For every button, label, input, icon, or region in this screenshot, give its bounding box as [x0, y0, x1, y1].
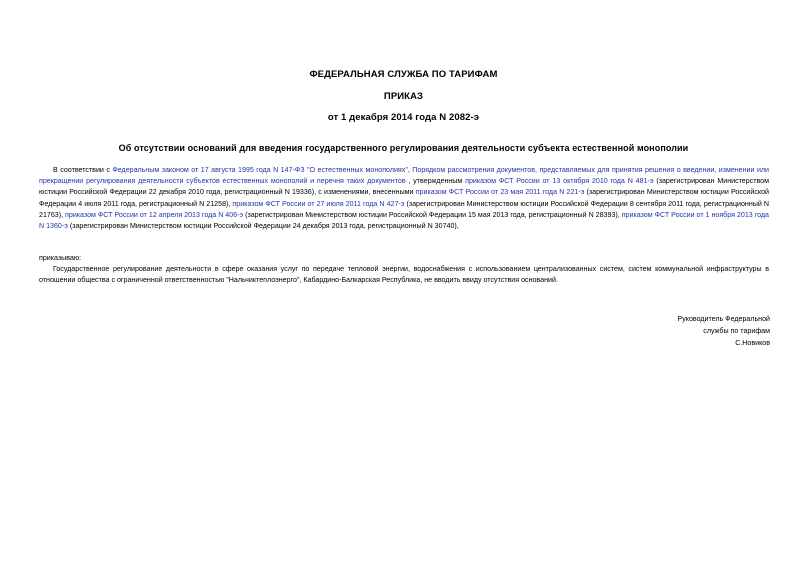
link-order-481[interactable]: приказом ФСТ России от 13 октября 2010 года N 481-э: [465, 177, 654, 186]
signatory-name: С.Новиков: [735, 339, 770, 347]
agency-heading: ФЕДЕРАЛЬНАЯ СЛУЖБА ПО ТАРИФАМ: [309, 69, 498, 80]
link-order-1360[interactable]: приказом ФСТ России от 1 ноября 2013 года N 1360-э: [39, 210, 769, 231]
link-order-427[interactable]: приказом ФСТ России от 27 июля 2011 года N 427-э: [232, 199, 405, 208]
preamble-text: ,: [407, 166, 413, 174]
preamble-text: (зарегистрирован Министерством юстиции Российской Федерации 4 июля 2011 года, регистрационный N 21258),: [39, 188, 769, 208]
order-word: приказываю:: [39, 254, 82, 262]
link-review-procedure[interactable]: Порядком рассмотрения документов, представляемых для принятия решения о введении, изменении или прекращении регулирования деятельности субъектов естественных монополий и перечня таких документов: [39, 166, 770, 186]
order-paragraph: Государственное регулирование деятельности в сфере оказания услуг по передаче тепловой энергии, водоснабжения с использованием централизованных систем, систем коммунальной инфраструктуры в отношении общества с ограниченной ответственностью "Нальчиктеплоэнерго", Кабардино-Балкарская Республика, не вводить ввиду отсутствия оснований.: [39, 265, 769, 285]
link-order-221[interactable]: приказом ФСТ России от 23 мая 2011 года N 221-э: [415, 188, 585, 197]
preamble-text: , утвержденным: [405, 177, 466, 186]
document-date-number: от 1 декабря 2014 года N 2082-э: [327, 112, 480, 123]
preamble-text: (зарегистрирован Министерством юстиции Российской Федерации 22 декабря 2010 года, регистрационный N 19336), с изменениями, внесенными: [39, 177, 769, 197]
preamble-text: (зарегистрирован Министерством юстиции Российской Федерации 8 сентября 2011 года, регистрационный N 21763),: [39, 199, 770, 219]
signature-position-line1: Руководитель Федеральной: [677, 315, 770, 323]
document-type-heading: ПРИКАЗ: [383, 91, 424, 102]
document-title: Об отсутствии оснований для введения государственного регулирования деятельности субъекта естественной монополии: [118, 143, 689, 153]
preamble-text: (зарегистрирован Министерством юстиции Российской Федерации 15 мая 2013 года, регистрационный N 28393),: [243, 210, 622, 219]
preamble-text: В соответствии с: [53, 166, 113, 174]
link-federal-law-147[interactable]: Федеральным законом от 17 августа 1995 года N 147-ФЗ "О естественных монополиях": [112, 166, 408, 174]
signature-position-line2: службы по тарифам: [703, 327, 770, 335]
preamble-text: (зарегистрирован Министерством юстиции Российской Федерации 24 декабря 2013 года, регистрационный N 30740),: [67, 222, 459, 231]
preamble-paragraph: [39, 165, 769, 232]
link-order-406[interactable]: приказом ФСТ России от 12 апреля 2013 года N 406-э: [65, 210, 244, 219]
